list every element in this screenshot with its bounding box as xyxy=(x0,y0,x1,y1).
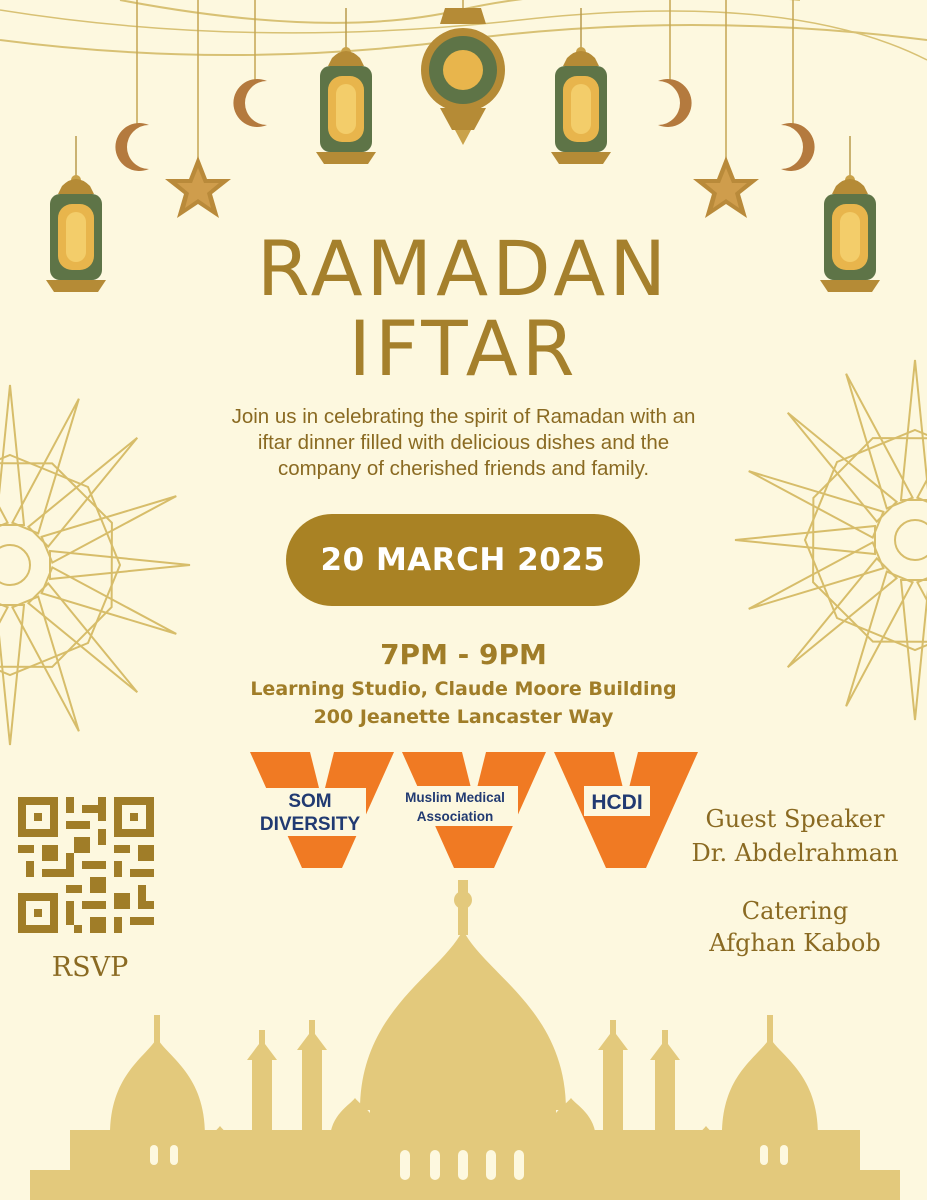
catering-name: Afghan Kabob xyxy=(709,929,881,957)
description-line: company of cherished friends and family. xyxy=(277,457,650,480)
event-location-line1: Learning Studio, Claude Moore Building xyxy=(250,678,677,700)
description-line: iftar dinner filled with delicious dishes and the xyxy=(257,431,670,454)
event-title-line2: IFTAR xyxy=(348,304,579,393)
sponsor-line: Association xyxy=(416,809,494,824)
sponsor-logo-muslim-medical-association xyxy=(392,752,546,868)
event-time: 7PM - 9PM xyxy=(380,638,547,671)
guest-speaker-label: Guest Speaker xyxy=(705,805,885,833)
catering-label: Catering xyxy=(741,897,849,925)
description-line: Join us in celebrating the spirit of Ramadan with an xyxy=(231,405,696,428)
sponsor-line: Muslim Medical xyxy=(405,790,505,805)
guest-speaker xyxy=(680,805,910,867)
event-date: 20 MARCH 2025 xyxy=(320,542,606,578)
rsvp-label: RSVP xyxy=(51,952,129,983)
sponsor-line: SOM xyxy=(288,791,332,812)
qr-code-icon[interactable] xyxy=(18,797,154,933)
event-location-line2: 200 Jeanette Lancaster Way xyxy=(313,706,614,728)
sponsor-logo-hcdi xyxy=(554,752,698,868)
sponsor-line: HCDI xyxy=(591,791,643,814)
sponsor-logo-som-diversity xyxy=(250,752,394,868)
sponsor-line: DIVERSITY xyxy=(259,814,361,835)
guest-speaker-name: Dr. Abdelrahman xyxy=(691,839,899,867)
event-title-line1: RAMADAN xyxy=(256,224,671,313)
catering-info xyxy=(690,897,900,957)
